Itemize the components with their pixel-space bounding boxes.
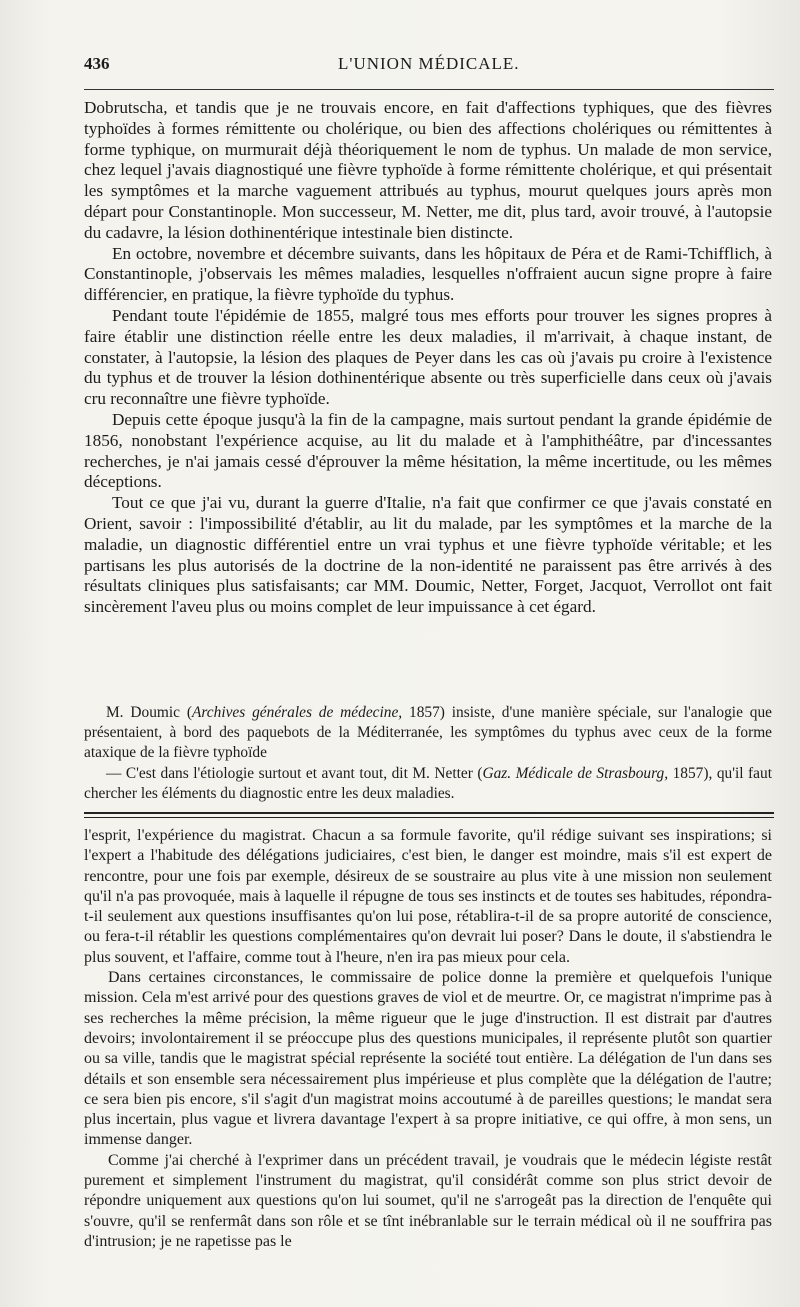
main-paragraph: Dobrutscha, et tandis que je ne trouvais encore, en fait d'affections typhiques, que des fièvres typhoïdes à formes rémittente ou cholérique, ou bien des affections cholériques ou rémittentes à forme typhique, on murmurait déjà théoriquement le nom de typhus. Un malade de mon service, chez lequel j'avais diagnostiqué une fièvre typhoïde à forme rémittente cholérique, et qui présentait les symptômes et la marche vaguement attribués au typhus, mourut quelques jours après mon départ pour Constantinople. Mon successeur, M. Netter, me dit, plus tard, avoir trouvé, à l'autopsie du cadavre, la lésion dothinentérique intestinale bien distincte. (84, 98, 772, 242)
footnote-text: 1857) insiste, d'une manière spéciale, sur l'analogie que présentaient, à bord des paquebots de la Méditerranée, les symptômes du typhus avec ceux de la forme ataxique de la fièvre typhoïde (84, 704, 772, 762)
footnote-text: — C'est dans l'étiologie surtout et avant tout, dit M. Netter ( (106, 764, 483, 782)
main-paragraph: En octobre, novembre et décembre suivants, dans les hôpitaux de Péra et de Rami-Tchifflich, à Constantinople, j'observais les mêmes maladies, lesquelles n'offraient aucun signe propre à faire différencier, en pratique, la fièvre typhoïde du typhus. (84, 243, 772, 305)
citation-title: Archives générales de médecine, (191, 704, 403, 721)
footnote-text: M. Doumic ( (106, 704, 192, 721)
feuilleton-paragraph: Comme j'ai cherché à l'exprimer dans un précédent travail, je voudrais que le médecin légiste restât purement et simplement l'instrument du magistrat, qu'il considérât comme son plus strict devoir de répondre uniquement aux questions qu'on lui soumet, qu'il ne s'arrogeât pas la direction de l'enquête qui s'ouvre, qu'il se renfermât dans son rôle et se tînt inébranlable sur le terrain médical où il ne souffrira pas d'intrusion; je ne rapetisse pas le (84, 1151, 772, 1250)
footnote-text: 1857), qu'il faut chercher les éléments du diagnostic entre les deux maladies. (84, 764, 772, 802)
footnotes (84, 703, 772, 804)
citation-title: Gaz. Médicale de Strasbourg, (482, 764, 669, 782)
feuilleton-rule-thin (84, 817, 774, 818)
footnote (84, 764, 772, 804)
feuilleton-section (84, 826, 772, 1252)
feuilleton-paragraph: l'esprit, l'expérience du magistrat. Chacun a sa formule favorite, qu'il rédige suivant ses inspirations; si l'expert a l'habitude des délégations judiciaires, c'est bien, le danger est moindre, mais s'il est expert de rencontre, pour une fois par exemple, désireux de se soustraire au plus vite à une mission non seulement qu'il n'a pas provoquée, mais à laquelle il répugne de tous ses instincts et de toutes ses habitudes, répondra-t-il seulement aux questions insuffisantes qu'on lui pose, rétablira-t-il de sa propre autorité de conscience, ou fera-t-il rétablir les questions complémentaires qu'on devrait lui poser? Dans le doute, il s'abstiendra le plus souvent, et l'affaire, comme tout à l'heure, n'en ira pas mieux pour cela. (84, 827, 772, 966)
main-article (84, 98, 772, 618)
main-paragraph: Pendant toute l'épidémie de 1855, malgré tous mes efforts pour trouver les signes propres à faire établir une distinction réelle entre les deux maladies, il m'arrivait, à chaque instant, de constater, à l'autopsie, la lésion des plaques de Peyer dans les cas où j'avais pu croire à l'existence du typhus et de trouver la lésion dothinentérique absente ou très superficielle dans ceux où j'avais cru reconnaître une fièvre typhoïde. (84, 305, 772, 409)
header-rule (84, 89, 774, 90)
main-paragraph: Tout ce que j'ai vu, durant la guerre d'Italie, n'a fait que confirmer ce que j'avais constaté en Orient, savoir : l'impossibilité d'établir, au lit du malade, par les symptômes et la marche de la maladie, un diagnostic différentiel entre un vrai typhus et une fièvre typhoïde véritable; et les partisans les plus autorisés de la doctrine de la non-identité ne paraissent pas être arrivés à des résultats cliniques plus satisfaisants; car MM. Doumic, Netter, Forget, Jacquot, Verrollot ont fait sincèrement l'aveu plus ou moins complet de leur impuissance à cet égard. (84, 493, 772, 617)
running-title: L'UNION MÉDICALE. (338, 54, 520, 73)
footnote (84, 703, 772, 764)
feuilleton-paragraph: Dans certaines circonstances, le commissaire de police donne la première et quelquefois l'unique mission. Cela m'est arrivé pour des questions graves de viol et de meurtre. Or, ce magistrat n'imprime pas à ses recherches la même précision, la même rigueur que le juge d'instruction. Il est distrait par d'autres devoirs; involontairement il se préoccupe plus des questions municipales, il représente plutôt son quartier ou sa ville, tandis que le magistrat spécial représente la société tout entière. La délégation de l'un dans ses détails et son ensemble sera nécessairement plus impérieuse et plus complète que la délégation de l'autre; ce sera bien pis encore, s'il s'agit d'un magistrat moins accoutumé à de pareilles questions; le mandat sera plus incertain, plus vague et livrera davantage l'expert à sa propre initiative, ce qui offre, à mon sens, un immense danger. (84, 969, 772, 1149)
page-number: 436 (84, 54, 110, 73)
feuilleton-rule-thick (84, 812, 774, 814)
main-paragraph: Depuis cette époque jusqu'à la fin de la campagne, mais surtout pendant la grande épidémie de 1856, nonobstant l'expérience acquise, au lit du malade et à l'amphithéâtre, par d'incessantes recherches, je n'ai jamais cessé d'éprouver la même hésitation, la même incertitude, ou les mêmes déceptions. (84, 409, 772, 492)
page-header (84, 52, 774, 82)
